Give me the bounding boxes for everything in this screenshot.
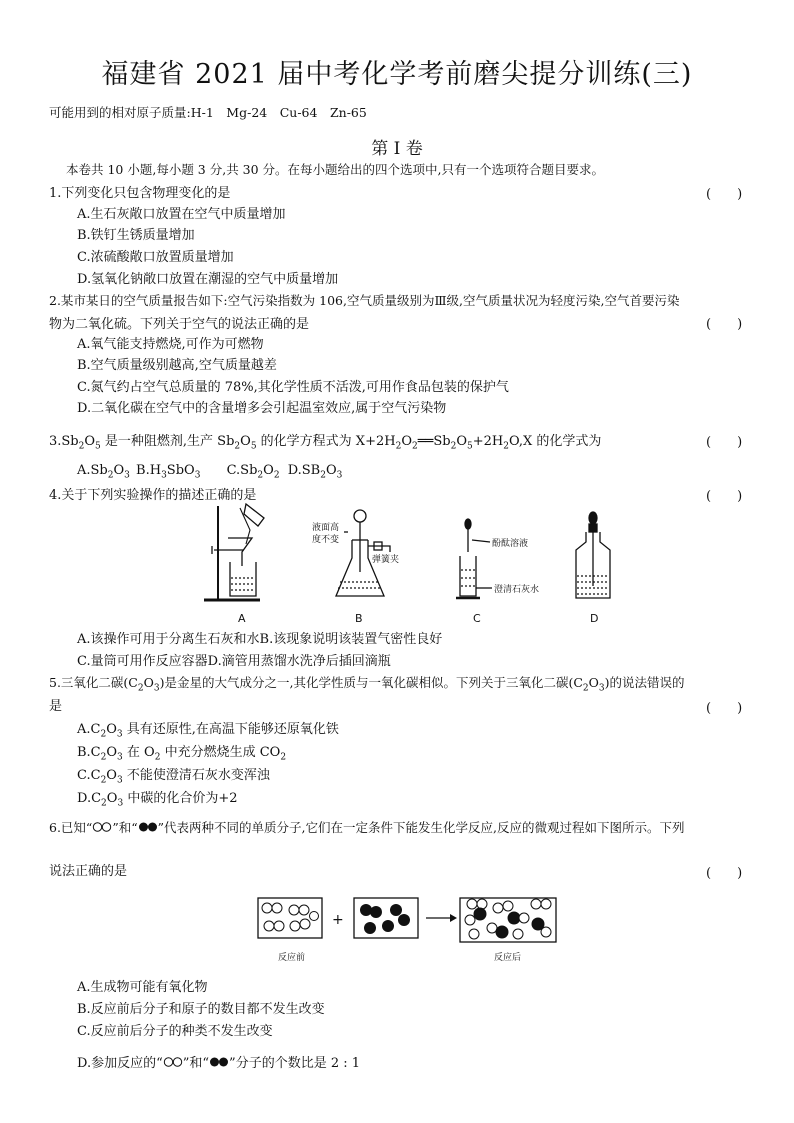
q2-stem-line2: 物为二氧化硫。下列关于空气的说法正确的是 bbox=[49, 317, 310, 332]
q5-option-b[interactable]: $B.C_2O_3$ 在 $O_2$ 中充分燃烧生成 $CO_2$ bbox=[77, 745, 287, 763]
q6-stem-line2: 说法正确的是 bbox=[49, 864, 128, 879]
q3-option-b[interactable]: $B.H_3SbO_3$ bbox=[136, 463, 201, 481]
white-molecule-icon bbox=[92, 822, 112, 832]
q3-options bbox=[77, 463, 342, 481]
figure-b-airtightness bbox=[312, 510, 399, 596]
before-label: 反应前 bbox=[278, 953, 306, 963]
q5-stem-line2: 是 bbox=[49, 699, 63, 714]
figure-label-b: B bbox=[355, 612, 363, 625]
q1-option-a[interactable]: A.生石灰敞口放置在空气中质量增加 bbox=[77, 207, 286, 222]
q4-stem: 4.关于下列实验操作的描述正确的是 bbox=[49, 488, 257, 503]
q4-options-cd[interactable]: C.量筒可用作反应容器D.滴管用蒸馏水洗净后插回滴瓶 bbox=[77, 654, 391, 669]
q4-answer-bracket[interactable]: ( ) bbox=[706, 489, 743, 504]
q6-option-c[interactable]: C.反应前后分子的种类不发生改变 bbox=[77, 1024, 273, 1039]
q5-stem-line1: 5.三氧化二碳$(C_2O_3)$是金星的大气成分之一,其化学性质与一氧化碳相似。下列关于三氧化二碳$(C_2O_3)$的说法错误的 bbox=[49, 675, 685, 694]
q2-option-a[interactable]: A.氧气能支持燃烧,可作为可燃物 bbox=[77, 337, 264, 352]
q4-options-ab[interactable]: A.该操作可用于分离生石灰和水B.该现象说明该装置气密性良好 bbox=[77, 632, 443, 647]
atomic-masses: 可能用到的相对原子质量:H-1 Mg-24 Cu-64 Zn-65 bbox=[49, 105, 367, 120]
svg-text:澄清石灰水: 澄清石灰水 bbox=[494, 585, 540, 595]
svg-text:度不变: 度不变 bbox=[312, 535, 340, 545]
svg-text:弹簧夹: 弹簧夹 bbox=[372, 555, 400, 565]
q5-answer-bracket[interactable]: ( ) bbox=[706, 701, 743, 716]
q6-option-b[interactable]: B.反应前后分子和原子的数目都不发生改变 bbox=[77, 1002, 325, 1017]
black-molecule-icon bbox=[209, 1057, 229, 1067]
q4-apparatus-figure bbox=[200, 500, 620, 628]
q6-stem-line1: 6.已知“ ”和“ ”代表两种不同的单质分子,它们在一定条件下能发生化学反应,反应的微观过程如下图所示。下列 bbox=[49, 820, 685, 835]
q6-option-a[interactable]: A.生成物可能有氧化物 bbox=[77, 980, 208, 995]
figure-label-d: D bbox=[590, 612, 599, 625]
section-intro: 本卷共 10 小题,每小题 3 分,共 30 分。在每小题给出的四个选项中,只有一个选项符合题目要求。 bbox=[66, 162, 605, 177]
svg-text:酚酞溶液: 酚酞溶液 bbox=[492, 539, 529, 549]
q3-option-d[interactable]: $D.SB_2O_3$ bbox=[287, 463, 343, 481]
q1-option-d[interactable]: D.氢氧化钠敞口放置在潮湿的空气中质量增加 bbox=[77, 272, 339, 287]
q1-option-c[interactable]: C.浓硫酸敞口放置质量增加 bbox=[77, 250, 234, 265]
q6-answer-bracket[interactable]: ( ) bbox=[706, 866, 743, 881]
q2-answer-bracket[interactable]: ( ) bbox=[706, 317, 743, 332]
q5-option-c[interactable]: $C.C_2O_3$ 不能使澄清石灰水变浑浊 bbox=[77, 768, 270, 786]
q2-stem-line1: 2.某市某日的空气质量报告如下:空气污染指数为 106,空气质量级别为Ⅲ级,空气质量状况为轻度污染,空气首要污染 bbox=[49, 293, 680, 308]
q3-option-a[interactable]: $A.Sb_2O_3$ bbox=[77, 463, 130, 481]
q1-answer-bracket[interactable]: ( ) bbox=[706, 187, 743, 202]
q3-answer-bracket[interactable]: ( ) bbox=[706, 435, 743, 450]
white-molecule-icon bbox=[163, 1057, 183, 1067]
plus-sign: + bbox=[332, 912, 344, 928]
q2-option-d[interactable]: D.二氧化碳在空气中的含量增多会引起温室效应,属于空气污染物 bbox=[77, 401, 447, 416]
after-label: 反应后 bbox=[494, 953, 522, 963]
section-title: 第 I 卷 bbox=[371, 139, 423, 159]
q1-option-b[interactable]: B.铁钉生锈质量增加 bbox=[77, 228, 195, 243]
figure-a-filtration bbox=[204, 504, 264, 600]
svg-text:液面高: 液面高 bbox=[312, 523, 340, 533]
q2-option-c[interactable]: C.氮气约占空气总质量的 78%,其化学性质不活泼,可用作食品包装的保护气 bbox=[77, 380, 509, 395]
black-molecule-icon bbox=[138, 822, 158, 832]
q3-stem: $3.Sb_2O_5$ 是一种阻燃剂,生产 $Sb_2O_5$ 的化学方程式为 $X+2H_2O_2══Sb_2O_5+2H_2O,X$ 的化学式为 bbox=[49, 434, 602, 452]
figure-label-c: C bbox=[473, 612, 481, 625]
q3-option-c[interactable]: $C.Sb_2O_2$ bbox=[226, 463, 280, 481]
q5-option-a[interactable]: $A.C_2O_3$ 具有还原性,在高温下能够还原氧化铁 bbox=[77, 722, 339, 740]
q6-option-d[interactable]: D.参加反应的“ ”和“ ”分子的个数比是 2 : 1 bbox=[77, 1056, 361, 1071]
q6-reaction-figure bbox=[250, 892, 570, 964]
q5-option-d[interactable]: $D.C_2O_3$ 中碳的化合价为+2 bbox=[77, 791, 238, 809]
figure-c-cylinder bbox=[456, 519, 539, 598]
figure-d-dropper-bottle bbox=[576, 512, 610, 598]
q1-stem: 1.下列变化只包含物理变化的是 bbox=[49, 186, 231, 201]
q2-option-b[interactable]: B.空气质量级别越高,空气质量越差 bbox=[77, 358, 277, 373]
page-title: 福建省 2021 届中考化学考前磨尖提分训练(三) bbox=[101, 59, 693, 90]
figure-label-a: A bbox=[238, 612, 246, 625]
